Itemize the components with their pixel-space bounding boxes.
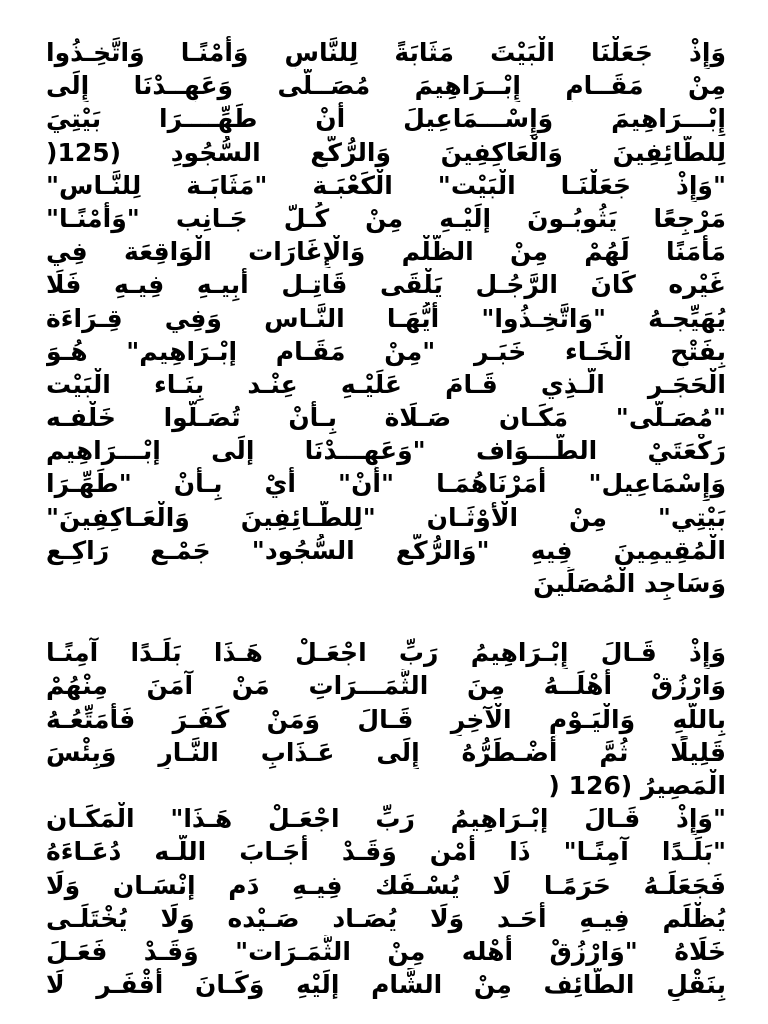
text-line: بَيْتِي" مِنْ الْأَوْثَـان "لِلطَّـائِفِينَ وَالْعَـاكِفِينَ" — [46, 502, 726, 532]
text-line: بِاللَّهِ وَالْيَـوْمِ الْآخِرِ قَـالَ وَمَنْ كَفَـرَ فَأُمَتِّعُـهُ — [46, 704, 726, 734]
text-line: بِنَقْلِ الطَّائِف مِنْ الشَّام إلَيْهِ وَكَـانَ أَقْفَـر لَا — [46, 970, 726, 1000]
text-line: وَإِذْ قَـالَ إِبْـرَاهِيمُ رَبِّ اجْعَـلْ هَـذَا بَلَـدًا آمِنًـا — [46, 638, 726, 668]
text-line: لِلطَّائِفِينَ وَالْعَاكِفِينَ وَالرُّكَّعِ السُّجُودِ (125( — [46, 137, 726, 167]
text-line: "وَإِذْ قَـالَ إبْـرَاهِيمُ رَبِّ اجْعَـلْ هَـذَا" الْمَكَـان — [46, 804, 726, 834]
text-line: وَسَاجِد الْمُصَلِّينَ — [533, 569, 726, 598]
document-page — [46, 36, 726, 1001]
text-line: إِبْـــرَاهِيمَ وَإِسْـــمَاعِيلَ أَنْ طَهِّــــرَا بَيْتِيَ — [46, 104, 726, 134]
paragraph-verse-126 — [46, 636, 726, 802]
text-line: "مُصَـلًّى" مَكَـان صَـلَاة بِـأَنْ تُصَـلُّوا خَلْفـه — [46, 403, 726, 433]
text-line: غَيْره كَانَ الرَّجُـل يَلْقَى قَاتِـل أَبِيـهِ فِيـهِ فَلَا — [46, 270, 726, 300]
text-line: مَأْمَنًا لَهُمْ مِنْ الظُّلْم وَالْإِغَارَات الْوَاقِعَة فِي — [46, 237, 726, 267]
text-line: يُهَيِّجـهُ "وَاتَّخِـذُوا" أَيُّهَـا النَّـاس وَفِي قِـرَاءَة — [46, 303, 726, 333]
paragraph-verse-126-tafsir — [46, 802, 726, 1001]
text-line: خَلَاهُ "وَارْزُقْ أَهْله مِنْ الثَّمَـرَات" وَقَـدْ فَعَـلَ — [46, 936, 726, 966]
text-line: الْمُقِيمِينَ فِيهِ "وَالرُّكَّع السُّجُود" جَمْـع رَاكِـع — [46, 535, 726, 565]
text-line: رَكْعَتَيْ الطَّـــوَاف "وَعَهِـــدْنَا إلَى إبْـــرَاهِيم — [46, 436, 726, 466]
text-line: يُظْلَم فِيـهِ أَحَـد وَلَا يُصَـاد صَـيْده وَلَا يُخْتَلَـى — [46, 903, 726, 933]
text-line: فَجَعَلَـهُ حَرَمًـا لَا يُسْـفَك فِيـهِ دَم إنْسَـان وَلَا — [46, 870, 726, 900]
text-line: مَرْجِعًا يَثُوبُـونَ إلَيْـهِ مِنْ كُـلّ جَـانِب "وَأَمْنًـا" — [46, 203, 726, 233]
text-line: الْحَجَـر الَّـذِي قَـامَ عَلَيْـهِ عِنْـد بِنَـاء الْبَيْت — [46, 369, 726, 399]
text-line: وَإِسْمَاعِيل" أَمَرْنَاهُمَـا "أَنْ" أَيْ بِـأَنْ "طَهِّـرَا — [46, 469, 726, 499]
text-line: وَإِذْ جَعَلْنَا الْبَيْتَ مَثَابَةً لِلنَّاسِ وَأَمْنًـا وَاتَّخِـذُوا — [46, 38, 726, 67]
text-line: وَارْزُقْ أَهْلَــهُ مِنَ الثَّمَـــرَاتِ مَنْ آمَنَ مِنْهُمْ — [46, 671, 726, 701]
text-line: قَلِيلًا ثُمَّ أَضْـطَرُّهُ إِلَى عَـذَابِ النَّـارِ وَبِئْسَ — [46, 737, 726, 767]
paragraph-spacer — [46, 600, 726, 636]
text-line: بِفَتْحِ الْخَـاء خَبَـر "مِنْ مَقَـام إبْـرَاهِيم" هُـوَ — [46, 336, 726, 366]
text-line: مِنْ مَقَــامِ إِبْــرَاهِيمَ مُصَــلًّى وَعَهِــدْنَا إِلَى — [46, 71, 726, 101]
paragraph-verse-125-tafsir — [46, 36, 726, 600]
text-line: الْمَصِيرُ (126 ( — [548, 770, 726, 800]
text-line: "وَإِذْ جَعَلْنَـا الْبَيْت" الْكَعْبَـة "مَثَابَـة لِلنَّـاس" — [46, 170, 726, 200]
text-line: "بَلَـدًا آمِنًـا" ذَا أَمْن وَقَـدْ أَجَـابَ اللَّـه دُعَـاءَهُ — [46, 837, 726, 867]
